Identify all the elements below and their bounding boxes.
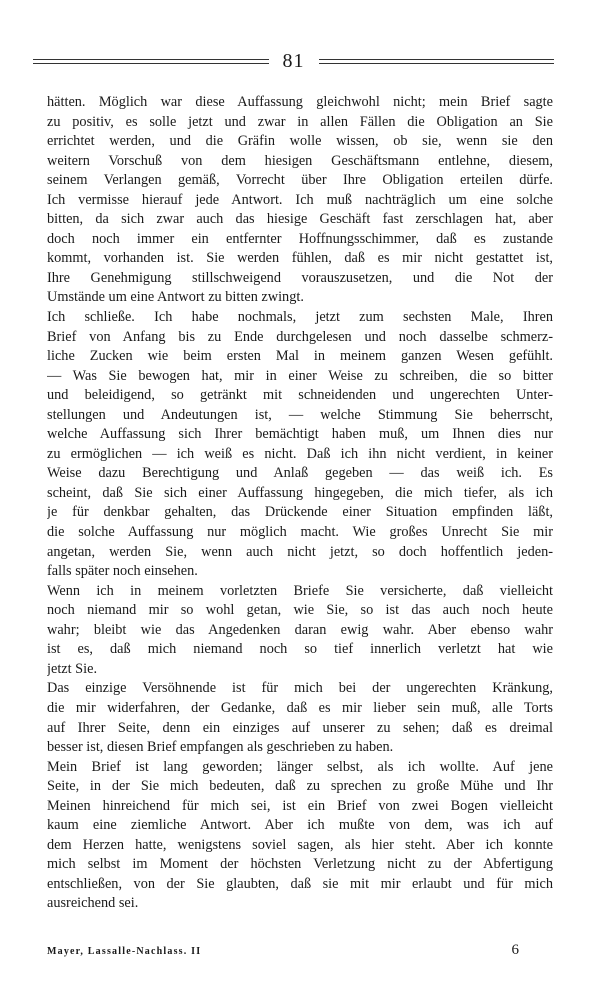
text-line: Wenn ich in meinem vorletzten Briefe Sie versicherte, daß vielleicht (47, 582, 553, 599)
footer-source: Mayer, Lassalle-Nachlass. II (47, 946, 202, 957)
text-line: dem Herzen hatte, wenigstens soviel sagen, als hier steht. Aber ich konnte (47, 836, 553, 853)
text-line: Meinen hinreichend für mich sei, ist ein Brief von zwei Bogen vielleicht (47, 797, 553, 814)
text-line: liche Zucken wie beim ersten Mal in meinem ganzen Wesen gefühlt. (47, 348, 553, 365)
text-line: entschließen, von der Sie glaubten, daß sie mit mir erlaubt und für mich (47, 875, 553, 892)
text-line: Weise dazu Berechtigung und Anlaß gegeben — das weiß ich. Es (47, 465, 553, 482)
text-line: Mein Brief ist lang geworden; länger selbst, als ich wollte. Auf jene (47, 758, 553, 775)
text-line: falls später noch einsehen. (47, 563, 198, 580)
paragraph (47, 758, 553, 914)
text-line: bitten, da sich zwar auch das hiesige Geschäft fast zerschlagen hat, aber (47, 211, 553, 228)
text-line: noch niemand mir so wohl getan, wie Sie, so ist das auch noch heute (47, 602, 553, 619)
text-line: mich selbst im Moment der höchsten Verletzung nicht zu der Abfertigung (47, 856, 553, 873)
text-line: Seite, in der Sie mich bedeuten, daß zu sprechen zu große Mühe und Ihr (47, 778, 553, 795)
page-footer (47, 942, 553, 959)
paragraph (47, 93, 553, 308)
header-rule-left (33, 59, 269, 64)
text-line: die mir widerfahren, der Gedanke, daß es mir lieber sein muß, alle Torts (47, 699, 553, 716)
text-line: jetzt Sie. (47, 660, 98, 677)
text-line: doch noch immer ein entfernter Hoffnungsschimmer, daß es zustande (47, 230, 553, 247)
paragraph (47, 308, 553, 582)
text-line: Ich vermisse hierauf jede Antwort. Ich muß nachträglich um eine solche (47, 191, 553, 208)
text-line: Das einzige Versöhnende ist für mich bei der ungerechten Kränkung, (47, 680, 553, 697)
text-line: welche Auffassung sich Ihrer bemächtigt haben muß, um Ihnen dies nur (47, 426, 553, 443)
text-line: Ihre Genehmigung stillschweigend vorauszusetzen, und die Not der (47, 269, 553, 286)
text-line: Brief von Anfang bis zu Ende durchgelesen und noch dasselbe schmerz- (47, 328, 553, 345)
text-line: zu positiv, es solle jetzt und zwar in allen Fällen die Obligation an Sie (47, 113, 553, 130)
paragraph (47, 582, 553, 680)
paragraph (47, 679, 553, 757)
text-line: Umstände um eine Antwort zu bitten zwingt. (47, 289, 304, 306)
text-line: seinem Verlangen gemäß, Vorrecht über Ihre Obligation erteilen dürfe. (47, 172, 553, 189)
text-line: kommt, vorhanden ist. Sie werden fühlen, daß es mir nicht gestattet ist, (47, 250, 553, 267)
text-line: stellungen und Andeutungen ist, — welche Stimmung Sie beherrscht, (47, 406, 553, 423)
text-line: und beleidigend, so getränkt mit schneidenden und ungerechten Unter- (47, 387, 553, 404)
text-line: errichtet werden, und die Gräfin wolle wissen, ob sie, wenn sie den (47, 133, 553, 150)
text-line: scheint, daß Sie sich einer Auffassung hingegeben, die mich tiefer, als ich (47, 484, 553, 501)
text-line: wahr; bleibt wie das Angedenken daran ewig wahr. Aber ebenso wahr (47, 621, 553, 638)
footer-signature-mark: 6 (511, 942, 519, 958)
text-line: ausreichend sei. (47, 895, 139, 912)
text-line: ist es, daß mich niemand noch so tief innerlich verletzt hat wie (47, 641, 553, 658)
body-text (47, 93, 553, 914)
text-line: — Was Sie bewogen hat, mir in einer Weise zu schreiben, die so bitter (47, 367, 553, 384)
text-line: die solche Auffassung nur möglich macht. Wie großes Unrecht Sie mir (47, 524, 553, 541)
text-line: kaum eine ziemliche Antwort. Aber ich mußte von dem, was ich auf (47, 817, 553, 834)
text-line: angetan, werden Sie, wenn auch nicht jetzt, so doch hoffentlich jeden- (47, 543, 553, 560)
text-line: zu ermöglichen — ich weiß es nicht. Daß ich ihn nicht verdient, in keiner (47, 445, 553, 462)
text-line: weitern Vorschuß von dem hiesigen Geschäftsmann entlehne, diesem, (47, 152, 553, 169)
page-header (33, 50, 554, 72)
text-line: hätten. Möglich war diese Auffassung gleichwohl nicht; mein Brief sagte (47, 94, 553, 110)
header-rule-right (319, 59, 555, 64)
text-line: auf Ihrer Seite, denn ein einziges auf unserer zu sehen; daß es dreimal (47, 719, 553, 736)
text-line: Ich schließe. Ich habe nochmals, jetzt zum sechsten Male, Ihren (47, 309, 553, 326)
text-line: besser ist, diesen Brief empfangen als geschrieben zu haben. (47, 739, 394, 756)
text-line: je für denkbar gehalten, das Drückende einer Situation empfinden läßt, (47, 504, 553, 521)
page-number: 81 (282, 50, 305, 72)
